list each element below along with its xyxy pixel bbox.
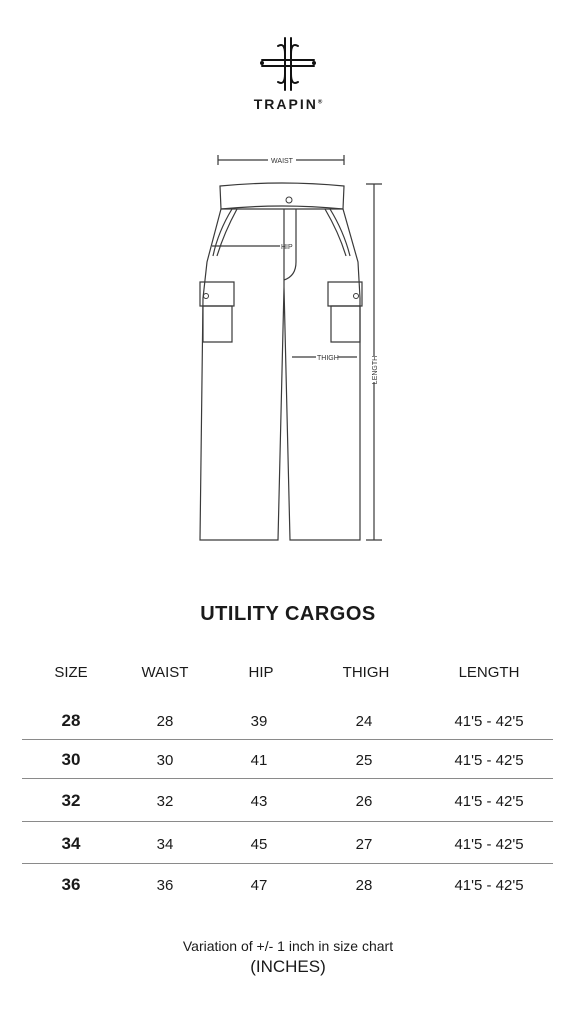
right-pocket bbox=[331, 306, 360, 342]
cell-size: 32 bbox=[61, 791, 81, 810]
cell-length: 41'5 - 42'5 bbox=[454, 713, 524, 730]
row-divider bbox=[22, 778, 553, 779]
cell-size: 36 bbox=[61, 875, 81, 894]
waistband bbox=[220, 183, 344, 209]
unit-label: (INCHES) bbox=[250, 957, 326, 976]
cell-waist: 34 bbox=[156, 836, 174, 853]
hip-label: HIP bbox=[281, 244, 293, 251]
cell-length: 41'5 - 42'5 bbox=[454, 793, 524, 810]
cell-waist: 28 bbox=[156, 713, 174, 730]
cell-size: 34 bbox=[61, 834, 81, 853]
cell-hip: 43 bbox=[250, 793, 268, 810]
header-length: LENGTH bbox=[458, 664, 520, 681]
row-divider bbox=[22, 739, 553, 740]
header-waist: WAIST bbox=[141, 664, 189, 681]
pants-diagram bbox=[0, 140, 576, 560]
brand-logo bbox=[0, 34, 576, 94]
product-title: UTILITY CARGOS bbox=[200, 603, 376, 625]
registered-mark: ® bbox=[317, 99, 323, 106]
cell-hip: 45 bbox=[250, 836, 268, 853]
cell-thigh: 28 bbox=[355, 877, 373, 894]
length-label: LENGTH bbox=[372, 355, 379, 385]
thigh-label: THIGH bbox=[317, 355, 339, 362]
cell-length: 41'5 - 42'5 bbox=[454, 877, 524, 894]
header-thigh: THIGH bbox=[342, 664, 390, 681]
logo-cross-icon bbox=[258, 34, 318, 94]
cell-hip: 41 bbox=[250, 752, 268, 769]
cell-hip: 39 bbox=[250, 713, 268, 730]
cell-size: 30 bbox=[61, 750, 81, 769]
cell-length: 41'5 - 42'5 bbox=[454, 836, 524, 853]
waist-button-icon bbox=[286, 197, 292, 203]
cell-waist: 32 bbox=[156, 793, 174, 810]
row-divider bbox=[22, 863, 553, 864]
waist-label: WAIST bbox=[271, 158, 293, 165]
row-divider bbox=[22, 821, 553, 822]
brand-name-text: TRAPIN bbox=[253, 96, 318, 112]
variation-note: Variation of +/- 1 inch in size chart bbox=[182, 938, 394, 954]
cell-length: 41'5 - 42'5 bbox=[454, 752, 524, 769]
header-size: SIZE bbox=[54, 664, 88, 681]
brand-name bbox=[0, 96, 576, 112]
cell-waist: 36 bbox=[156, 877, 174, 894]
cell-thigh: 26 bbox=[355, 793, 373, 810]
cell-thigh: 27 bbox=[355, 836, 373, 853]
cell-waist: 30 bbox=[156, 752, 174, 769]
cell-hip: 47 bbox=[250, 877, 268, 894]
cell-size: 28 bbox=[61, 711, 81, 730]
cell-thigh: 25 bbox=[355, 752, 373, 769]
header-hip: HIP bbox=[248, 664, 274, 681]
cell-thigh: 24 bbox=[355, 713, 373, 730]
left-pocket bbox=[203, 306, 232, 342]
